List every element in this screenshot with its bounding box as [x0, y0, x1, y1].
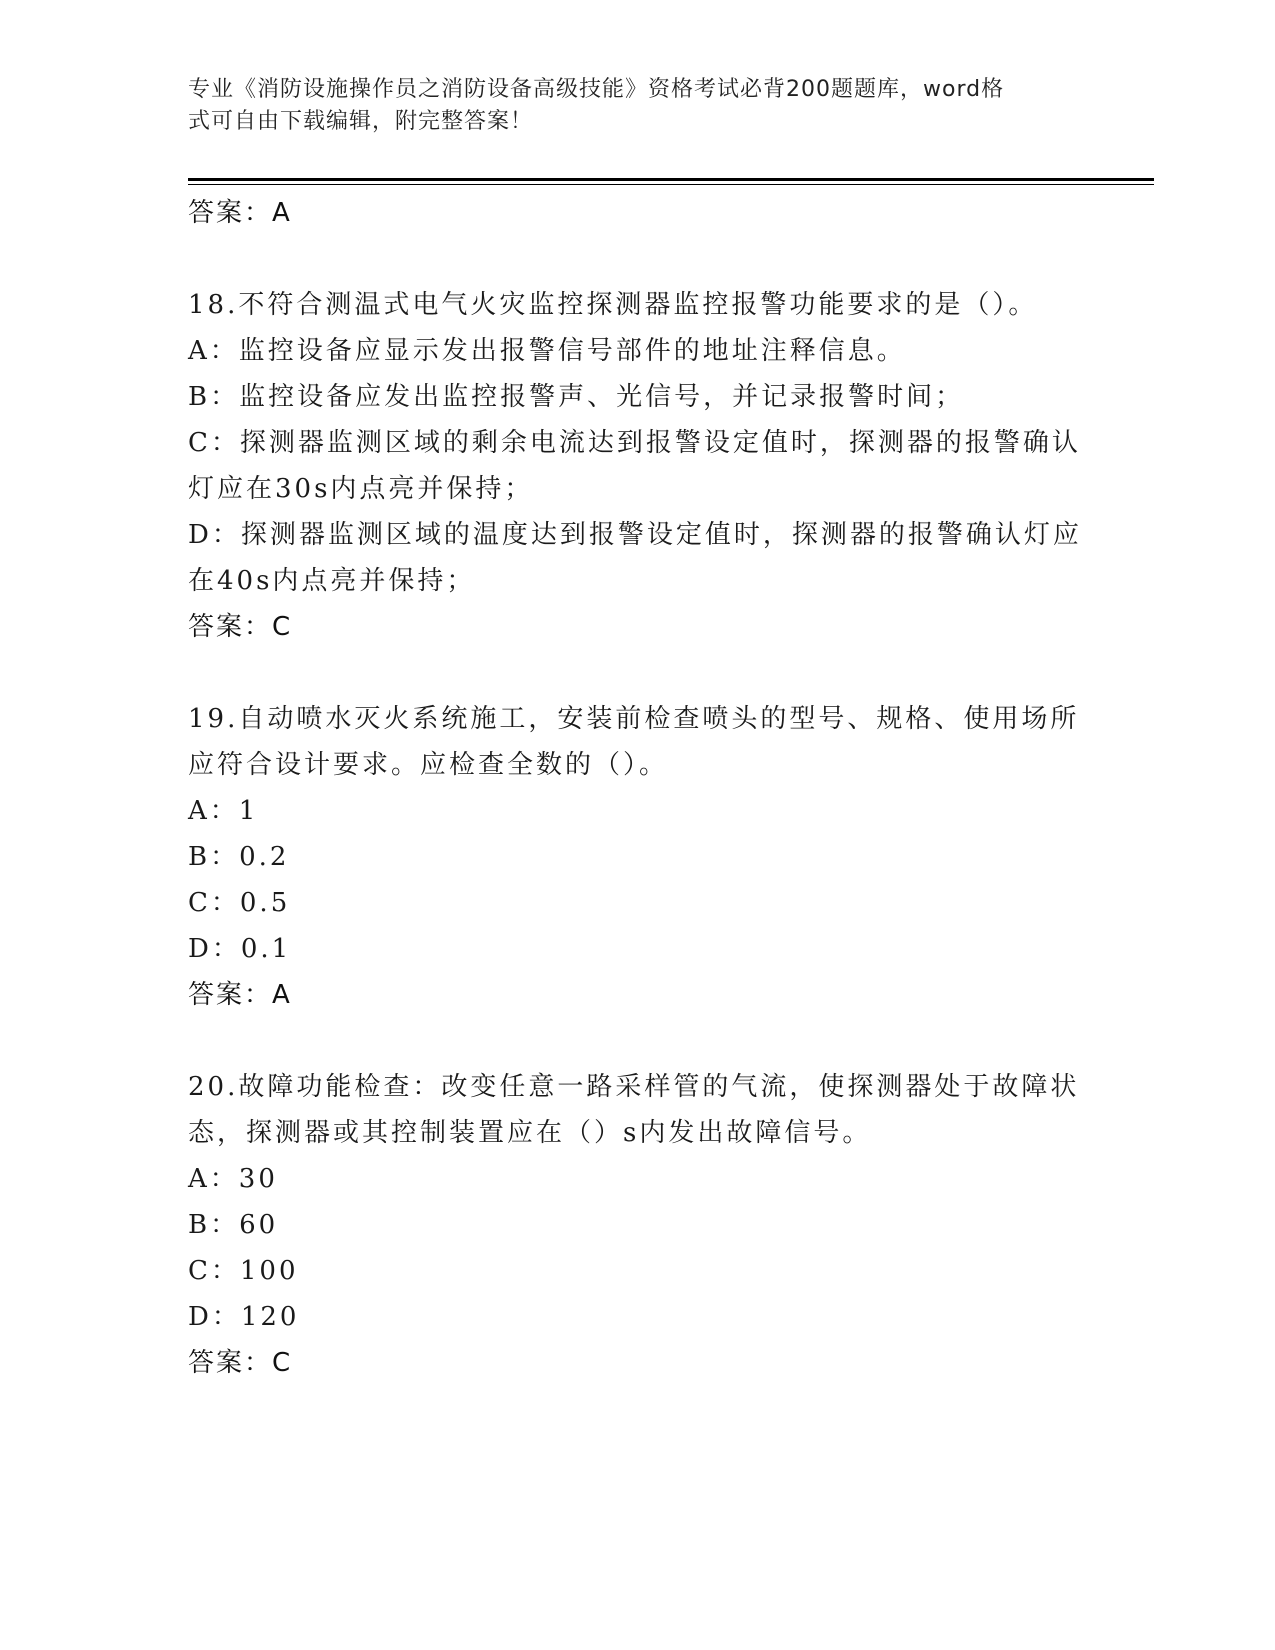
option-b: B：监控设备应发出监控报警声、光信号，并记录报警时间；: [188, 382, 965, 412]
answer: 答案：C: [188, 612, 293, 642]
question-18: [188, 282, 1088, 650]
option-a: A：30: [188, 1164, 278, 1194]
option-c: C：探测器监测区域的剩余电流达到报警设定值时，探测器的报警确认: [188, 428, 1081, 458]
option-a: A：监控设备应显示发出报警信号部件的地址注释信息。: [188, 336, 906, 366]
header-line-2: 式可自由下载编辑，附完整答案！: [188, 109, 534, 134]
option-d: D：0.1: [188, 934, 292, 964]
question-19: [188, 696, 1088, 1018]
option-a: A：1: [188, 796, 259, 826]
spacer: [188, 650, 1088, 696]
option-d: D：120: [188, 1302, 300, 1332]
question-stem-continued: 态，探测器或其控制装置应在（）s内发出故障信号。: [188, 1118, 872, 1148]
question-list: [188, 190, 1088, 1386]
header-divider-thick: [188, 178, 1154, 181]
answer: 答案：A: [188, 980, 292, 1010]
option-c-continued: 灯应在30s内点亮并保持；: [188, 474, 534, 504]
spacer: [188, 236, 1088, 282]
document-header: [188, 74, 1068, 138]
option-d-continued: 在40s内点亮并保持；: [188, 566, 476, 596]
answer: 答案：C: [188, 1348, 293, 1378]
option-b: B：0.2: [188, 842, 290, 872]
question-20: [188, 1064, 1088, 1386]
question-stem: 18.不符合测温式电气火灾监控探测器监控报警功能要求的是（）。: [188, 290, 1038, 320]
option-c: C：0.5: [188, 888, 291, 918]
header-divider-thin: [188, 184, 1154, 185]
question-stem: 20.故障功能检查：改变任意一路采样管的气流，使探测器处于故障状: [188, 1072, 1080, 1102]
option-c: C：100: [188, 1256, 299, 1286]
spacer: [188, 1018, 1088, 1064]
question-stem-continued: 应符合设计要求。应检查全数的（）。: [188, 750, 669, 780]
previous-answer: 答案：A: [188, 198, 292, 228]
header-line-1: 专业《消防设施操作员之消防设备高级技能》资格考试必背200题题库，word格: [188, 77, 1005, 102]
question-stem: 19.自动喷水灭火系统施工，安装前检查喷头的型号、规格、使用场所: [188, 704, 1080, 734]
option-d: D：探测器监测区域的温度达到报警设定值时，探测器的报警确认灯应: [188, 520, 1082, 550]
option-b: B：60: [188, 1210, 279, 1240]
